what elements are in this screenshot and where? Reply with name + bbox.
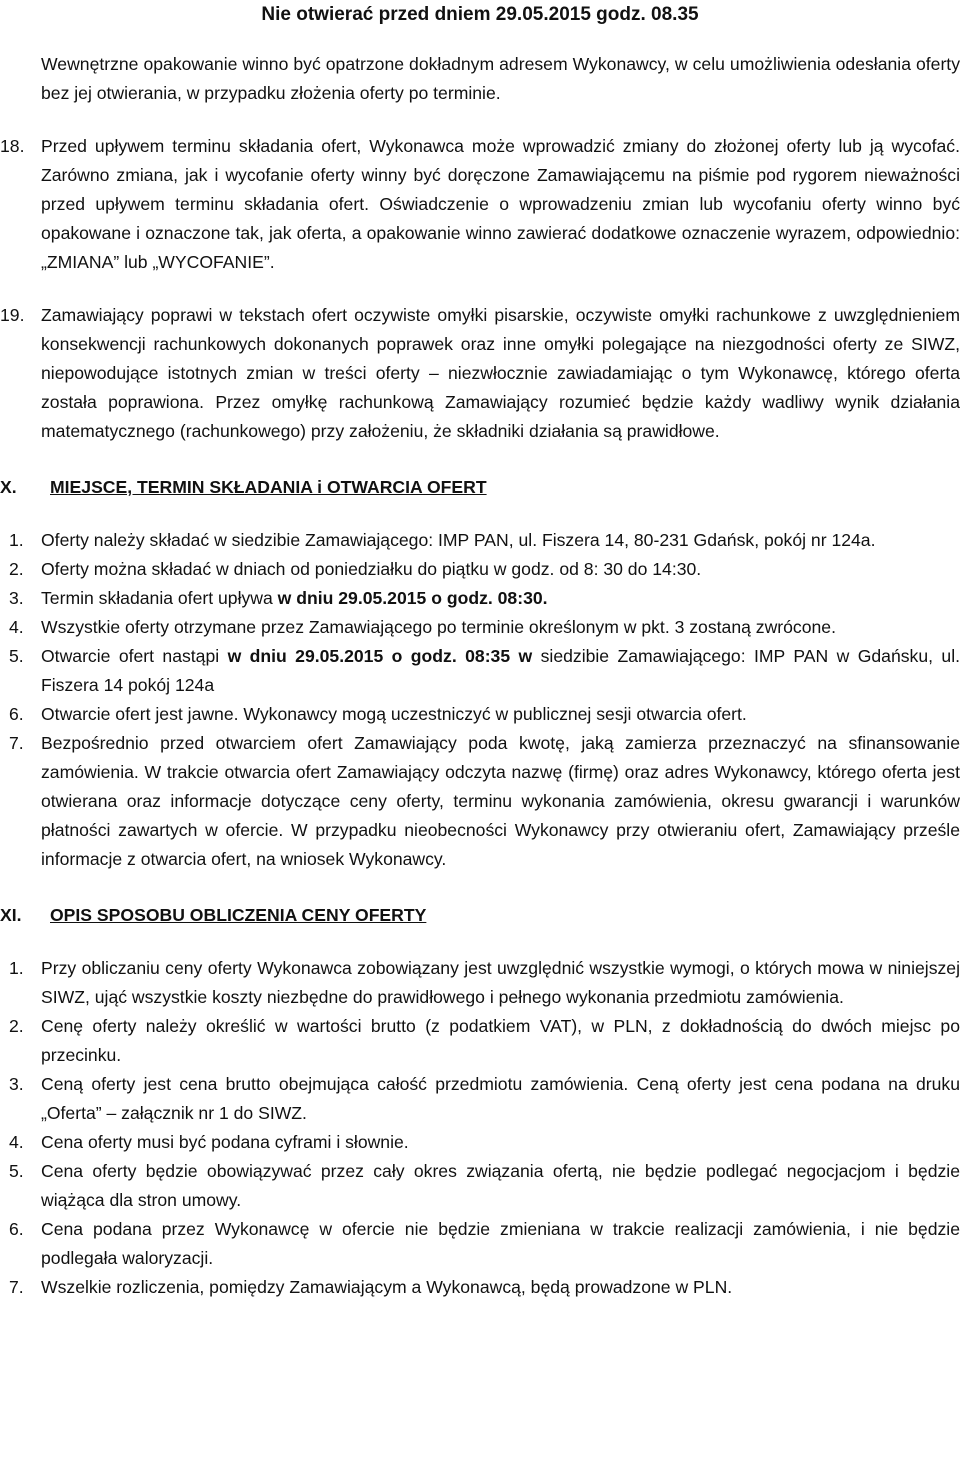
list-item-bold-text: w dniu 29.05.2015 o godz. 08:30. [277, 588, 548, 608]
document-body [0, 50, 960, 1302]
section-number: X. [0, 477, 17, 497]
list-item [0, 613, 960, 642]
list-item-number: 1. [9, 530, 24, 550]
list-item-text: Cena oferty będzie obowiązywać przez cały okres związania ofertą, nie będzie podlegać negocjacjom i będzie wiążąca dla stron umowy. [41, 1161, 960, 1210]
list-item-text: Przy obliczaniu ceny oferty Wykonawca zobowiązany jest uwzględnić wszystkie wymogi, o których mowa w niniejszej SIWZ, ująć wszystkie koszty niezbędne do prawidłowego i pełnego wykonania przedmiotu zamówienia. [41, 958, 960, 1007]
point-text: Przed upływem terminu składania ofert, Wykonawca może wprowadzić zmiany do złożonej oferty lub ją wycofać. Zarówno zmiana, jak i wycofanie oferty winny być doręczone Zamawiającemu na piśmie pod rygorem nieważności przed upływem terminu składania ofert. Oświadczenie o wprowadzeniu zmian lub wycofaniu oferty winno być opakowane i oznaczone tak, jak oferta, a opakowanie winno zawierać dodatkowe oznaczenie wyrazem, odpowiednio: „ZMIANA” lub „WYCOFANIE”. [41, 136, 960, 272]
list-item-text: Otwarcie ofert jest jawne. Wykonawcy mogą uczestniczyć w publicznej sesji otwarcia ofert. [41, 704, 747, 724]
list-item-number: 6. [9, 704, 24, 724]
list-item-text: siedzibie Zamawiającego: IMP PAN w Gdańsku, ul. Fiszera 14 pokój 124a [41, 646, 960, 695]
intro-paragraph: Wewnętrzne opakowanie winno być opatrzone dokładnym adresem Wykonawcy, w celu umożliwienia odesłania oferty bez jej otwierania, w przypadku złożenia oferty po terminie. [41, 54, 960, 103]
section-title: OPIS SPOSOBU OBLICZENIA CENY OFERTY [50, 905, 427, 925]
list-item [0, 1070, 960, 1128]
list-item [0, 1012, 960, 1070]
list-item-number: 4. [9, 1132, 24, 1152]
point-18 [0, 132, 960, 277]
section-xi-list [0, 954, 960, 1302]
list-item [0, 555, 960, 584]
list-item-text: Wszystkie oferty otrzymane przez Zamawiającego po terminie określonym w pkt. 3 zostaną zwrócone. [41, 617, 836, 637]
list-item [0, 1157, 960, 1215]
list-item-number: 3. [9, 1074, 24, 1094]
list-item [0, 526, 960, 555]
section-title: MIEJSCE, TERMIN SKŁADANIA i OTWARCIA OFERT [50, 477, 487, 497]
list-item-text: Cena podana przez Wykonawcę w ofercie nie będzie zmieniana w trakcie realizacji zamówienia, i nie będzie podlegała waloryzacji. [41, 1219, 960, 1268]
list-item-bold-text: w dniu 29.05.2015 o godz. [227, 646, 457, 666]
list-item-number: 2. [9, 1016, 24, 1036]
point-number: 19. [0, 305, 25, 325]
list-item-number: 4. [9, 617, 24, 637]
list-item-text: Wszelkie rozliczenia, pomiędzy Zamawiającym a Wykonawcą, będą prowadzone w PLN. [41, 1277, 733, 1297]
list-item-text [457, 646, 465, 666]
list-item-text: Oferty można składać w dniach od poniedziałku do piątku w godz. od 8: 30 do 14:30. [41, 559, 702, 579]
list-item [0, 1273, 960, 1302]
section-x-heading [0, 473, 960, 502]
point-19 [0, 301, 960, 446]
section-x-list [0, 526, 960, 874]
list-item-text: Cenę oferty należy określić w wartości brutto (z podatkiem VAT), w PLN, z dokładnością do dwóch miejsc po przecinku. [41, 1016, 960, 1065]
list-item-text: Oferty należy składać w siedzibie Zamawiającego: IMP PAN, ul. Fiszera 14, 80-231 Gdańsk, pokój nr 124a. [41, 530, 876, 550]
list-item-text: Termin składania ofert upływa [41, 588, 278, 608]
list-item-bold-text: 08:35 w [465, 646, 533, 666]
opening-notice: Nie otwierać przed dniem 29.05.2015 godz. 08.35 [261, 4, 699, 25]
list-item-number: 7. [9, 733, 24, 753]
section-xi-heading [0, 901, 960, 930]
list-item [0, 1128, 960, 1157]
list-item-number: 5. [9, 1161, 24, 1181]
list-item-text: Otwarcie ofert nastąpi [41, 646, 228, 666]
point-text: Zamawiający poprawi w tekstach ofert oczywiste omyłki pisarskie, oczywiste omyłki rachunkowe z uwzględnieniem konsekwencji rachunkowych dokonanych poprawek oraz inne omyłki polegające na niezgodności oferty ze SIWZ, niepowodujące istotnych zmian w treści oferty – niezwłocznie zawiadamiając o tym Wykonawcę, którego oferta została poprawiona. Przez omyłkę rachunkową Zamawiający rozumieć będzie każdy wadliwy wynik działania matematycznego (rachunkowego) przy założeniu, że składniki działania są prawidłowe. [41, 305, 960, 441]
list-item [0, 1215, 960, 1273]
list-item [0, 729, 960, 874]
list-item-text: Bezpośrednio przed otwarciem ofert Zamawiający poda kwotę, jaką zamierza przeznaczyć na sfinansowanie zamówienia. W trakcie otwarcia ofert Zamawiający odczyta nazwę (firmę) oraz adres Wykonawcy, którego oferta jest otwierana oraz informacje dotyczące ceny oferty, terminu wykonania zamówienia, okresu gwarancji i warunków płatności zawartych w ofercie. W przypadku nieobecności Wykonawcy przy otwieraniu ofert, Zamawiający prześle informacje z otwarcia ofert, na wniosek Wykonawcy. [41, 733, 960, 869]
list-item [0, 584, 960, 613]
list-item [0, 700, 960, 729]
list-item-text: Ceną oferty jest cena brutto obejmująca całość przedmiotu zamówienia. Ceną oferty jest cena podana na druku „Oferta” – załącznik nr 1 do SIWZ. [41, 1074, 960, 1123]
list-item-number: 7. [9, 1277, 24, 1297]
list-item-number: 2. [9, 559, 24, 579]
list-item-number: 3. [9, 588, 24, 608]
list-item-number: 1. [9, 958, 24, 978]
list-item-text: Cena oferty musi być podana cyframi i słownie. [41, 1132, 409, 1152]
section-number: XI. [0, 905, 22, 925]
list-item-number: 5. [9, 646, 24, 666]
point-number: 18. [0, 136, 25, 156]
list-item [0, 642, 960, 700]
list-item-number: 6. [9, 1219, 24, 1239]
list-item [0, 954, 960, 1012]
